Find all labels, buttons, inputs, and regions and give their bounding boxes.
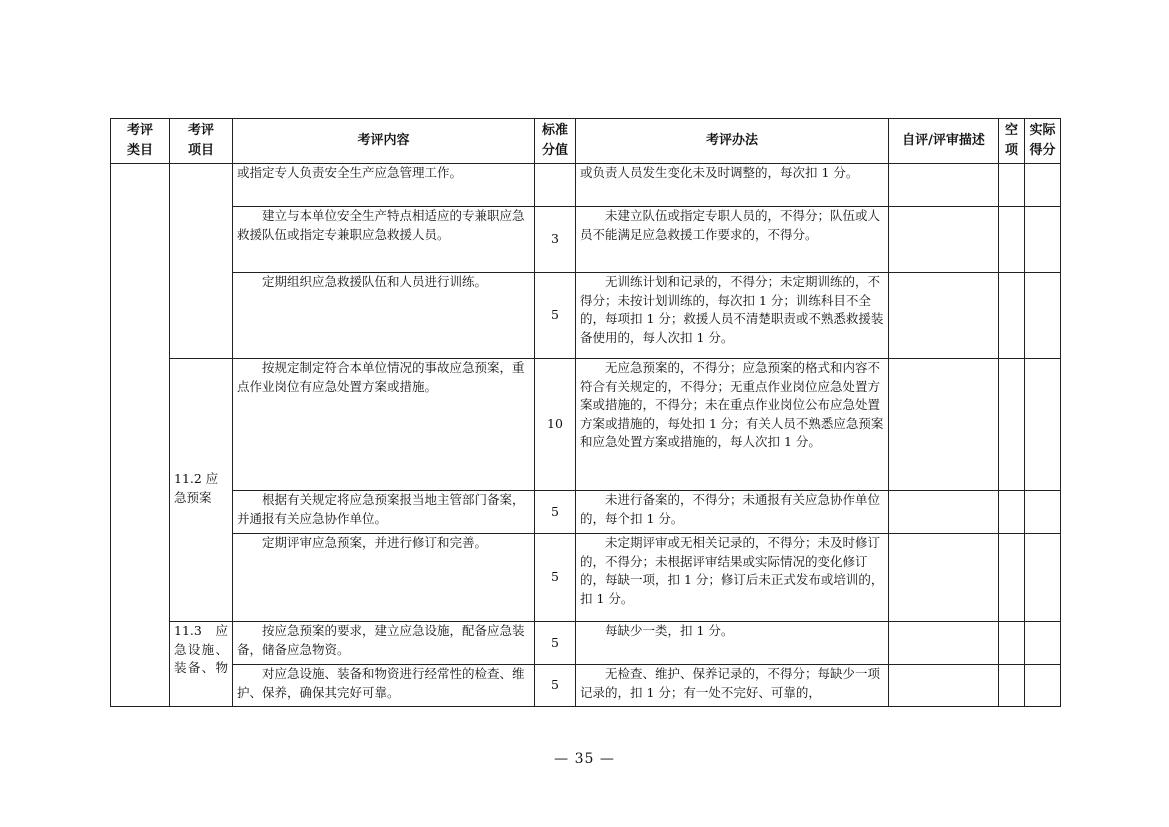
- self-review-cell[interactable]: [889, 359, 999, 491]
- score-cell: [535, 164, 576, 207]
- header-item: 考评 项目: [170, 119, 233, 164]
- actual-score-cell[interactable]: [1025, 534, 1061, 622]
- table-row: [111, 622, 1061, 665]
- content-cell: 定期组织应急救援队伍和人员进行训练。: [233, 273, 535, 359]
- score-cell: 5: [535, 273, 576, 359]
- score-cell: 5: [535, 665, 576, 707]
- actual-score-cell[interactable]: [1025, 273, 1061, 359]
- content-cell: 根据有关规定将应急预案报当地主管部门备案，并通报有关应急协作单位。: [233, 491, 535, 534]
- content-cell: 建立与本单位安全生产特点相适应的专兼职应急救援队伍或指定专兼职应急救援人员。: [233, 207, 535, 273]
- content-cell: 按规定制定符合本单位情况的事故应急预案，重点作业岗位有应急处置方案或措施。: [233, 359, 535, 491]
- method-cell: 无训练计划和记录的，不得分；未定期训练的，不得分；未按计划训练的，每次扣 1 分；训练科目不全的，每项扣 1 分；救援人员不清楚职责或不熟悉救援装备使用的，每人次扣 1 分。: [576, 273, 889, 359]
- method-cell: 未建立队伍或指定专职人员的，不得分；队伍或人员不能满足应急救援工作要求的，不得分。: [576, 207, 889, 273]
- page-number: — 35 —: [554, 751, 615, 767]
- self-review-cell[interactable]: [889, 622, 999, 665]
- self-review-cell[interactable]: [889, 491, 999, 534]
- method-cell: 未进行备案的，不得分；未通报有关应急协作单位的，每个扣 1 分。: [576, 491, 889, 534]
- self-review-cell[interactable]: [889, 164, 999, 207]
- self-review-cell[interactable]: [889, 273, 999, 359]
- table-header-row: [111, 119, 1061, 164]
- blank-cell[interactable]: [999, 273, 1025, 359]
- blank-cell[interactable]: [999, 534, 1025, 622]
- blank-cell[interactable]: [999, 665, 1025, 707]
- actual-score-cell[interactable]: [1025, 622, 1061, 665]
- header-standard-score: 标准 分值: [535, 119, 576, 164]
- actual-score-cell[interactable]: [1025, 665, 1061, 707]
- table-row: [111, 207, 1061, 273]
- table-row: [111, 273, 1061, 359]
- method-cell: 或负责人员发生变化未及时调整的，每次扣 1 分。: [576, 164, 889, 207]
- blank-cell[interactable]: [999, 359, 1025, 491]
- score-cell: 5: [535, 622, 576, 665]
- table-row: [111, 164, 1061, 207]
- header-blank: 空 项: [999, 119, 1025, 164]
- blank-cell[interactable]: [999, 207, 1025, 273]
- header-method: 考评办法: [576, 119, 889, 164]
- blank-cell[interactable]: [999, 622, 1025, 665]
- content-cell: 按应急预案的要求，建立应急设施，配备应急装备，储备应急物资。: [233, 622, 535, 665]
- item-cell: [170, 164, 233, 359]
- method-cell: 无应急预案的，不得分；应急预案的格式和内容不符合有关规定的，不得分；无重点作业岗位应急处置方案或措施的，不得分；未在重点作业岗位公布应急处置方案或措施的，每处扣 1 分；有关人员不熟悉应急预案和应急处置方案或措施的，每人次扣 1 分。: [576, 359, 889, 491]
- header-self-review: 自评/评审描述: [889, 119, 999, 164]
- method-cell: 未定期评审或无相关记录的，不得分；未及时修订的，不得分；未根据评审结果或实际情况的变化修订的，每缺一项，扣 1 分；修订后未正式发布或培训的，扣 1 分。: [576, 534, 889, 622]
- blank-cell[interactable]: [999, 164, 1025, 207]
- score-cell: 3: [535, 207, 576, 273]
- score-cell: 5: [535, 534, 576, 622]
- header-actual-score: 实际 得分: [1025, 119, 1061, 164]
- actual-score-cell[interactable]: [1025, 491, 1061, 534]
- evaluation-table: [110, 118, 1061, 707]
- table-row: [111, 359, 1061, 491]
- actual-score-cell[interactable]: [1025, 164, 1061, 207]
- table-row: [111, 491, 1061, 534]
- actual-score-cell[interactable]: [1025, 359, 1061, 491]
- header-content: 考评内容: [233, 119, 535, 164]
- content-cell: 对应急设施、装备和物资进行经常性的检查、维护、保养，确保其完好可靠。: [233, 665, 535, 707]
- category-cell: [111, 164, 170, 707]
- self-review-cell[interactable]: [889, 534, 999, 622]
- item-label: 11.2 应急预案: [174, 471, 219, 505]
- actual-score-cell[interactable]: [1025, 207, 1061, 273]
- table-row: [111, 665, 1061, 707]
- table-row: [111, 534, 1061, 622]
- score-cell: 5: [535, 491, 576, 534]
- item-cell: [170, 359, 233, 622]
- method-cell: 无检查、维护、保养记录的，不得分；每缺少一项记录的，扣 1 分；有一处不完好、可靠的，: [576, 665, 889, 707]
- score-cell: 10: [535, 359, 576, 491]
- self-review-cell[interactable]: [889, 665, 999, 707]
- item-cell: 11.3 应急设施、装备、物: [170, 622, 233, 707]
- content-cell: 定期评审应急预案，并进行修订和完善。: [233, 534, 535, 622]
- content-cell: 或指定专人负责安全生产应急管理工作。: [233, 164, 535, 207]
- method-cell: 每缺少一类，扣 1 分。: [576, 622, 889, 665]
- self-review-cell[interactable]: [889, 207, 999, 273]
- header-category: 考评 类目: [111, 119, 170, 164]
- blank-cell[interactable]: [999, 491, 1025, 534]
